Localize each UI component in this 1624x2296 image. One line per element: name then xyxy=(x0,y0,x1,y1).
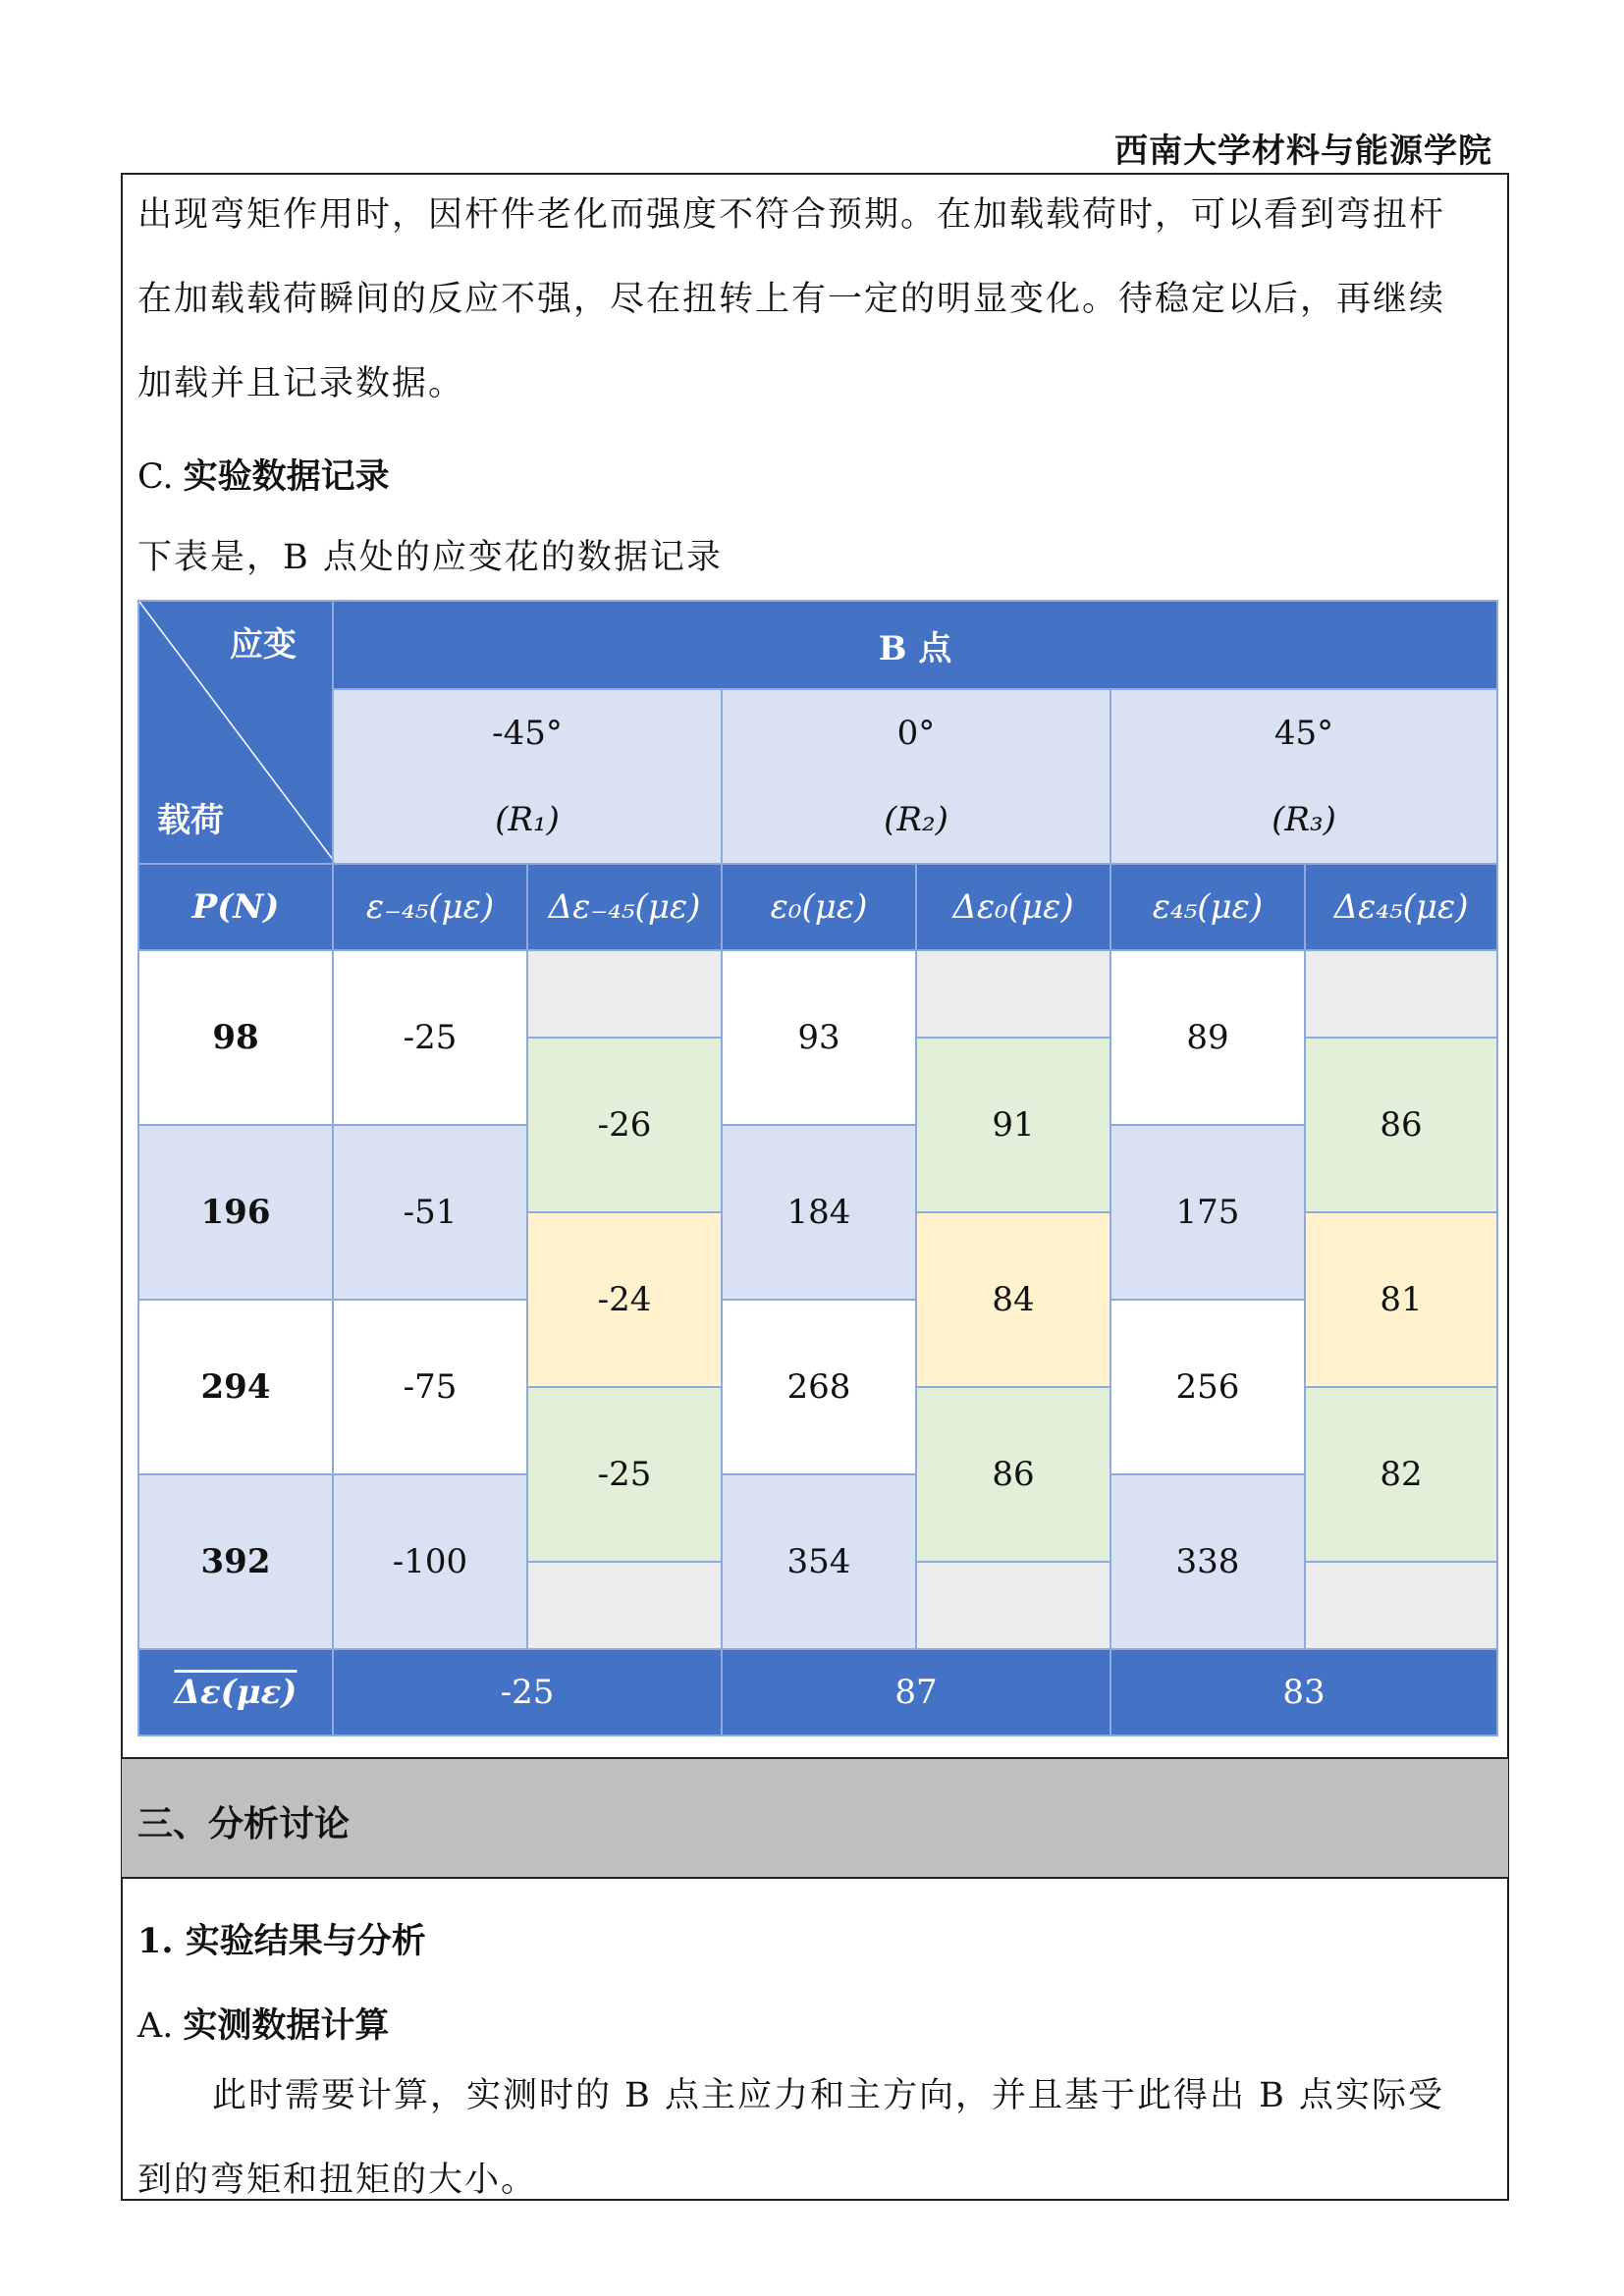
section-3-bar xyxy=(122,1757,1508,1879)
strain-cell: -51 xyxy=(333,1125,527,1300)
strain-data-table xyxy=(137,600,1498,1736)
strain-cell: 93 xyxy=(722,950,916,1125)
col-header-delta-m45: Δε₋₄₅(με) xyxy=(527,864,722,950)
col-header-strain-0: ε₀(με) xyxy=(722,864,916,950)
load-cell: 196 xyxy=(138,1125,333,1300)
institution-header: 西南大学材料与能源学院 xyxy=(1114,132,1492,171)
section-c-title: 实验数据记录 xyxy=(183,456,390,497)
gauge-header-45 xyxy=(1110,689,1497,864)
corner-load-label: 载荷 xyxy=(157,801,224,840)
table-caption: 下表是，B 点处的应变花的数据记录 xyxy=(137,538,723,577)
gauge-angle: -45° xyxy=(492,714,563,753)
mean-value-m45: -25 xyxy=(333,1649,722,1735)
strain-cell: 184 xyxy=(722,1125,916,1300)
gauge-header-0 xyxy=(722,689,1110,864)
empty-cell xyxy=(1305,950,1497,1038)
delta-cell: 91 xyxy=(916,1038,1110,1212)
section-c-heading xyxy=(137,450,390,499)
gauge-header-m45 xyxy=(333,689,722,864)
strain-cell: 338 xyxy=(1110,1474,1305,1649)
section-a-heading xyxy=(137,1999,389,2048)
group-header-b-point: B 点 xyxy=(333,601,1497,689)
strain-cell: 256 xyxy=(1110,1300,1305,1474)
col-header-delta-45: Δε₄₅(με) xyxy=(1305,864,1497,950)
empty-cell xyxy=(916,950,1110,1038)
delta-cell: 81 xyxy=(1305,1212,1497,1387)
delta-cell: -26 xyxy=(527,1038,722,1212)
strain-cell: -25 xyxy=(333,950,527,1125)
gauge-resistor: (R₂) xyxy=(884,800,948,839)
strain-cell: 268 xyxy=(722,1300,916,1474)
col-header-load: P(N) xyxy=(138,864,333,950)
delta-cell: 86 xyxy=(1305,1038,1497,1212)
mean-value-0: 87 xyxy=(722,1649,1110,1735)
empty-cell xyxy=(1305,1562,1497,1649)
empty-cell xyxy=(916,1562,1110,1649)
col-header-strain-m45: ε₋₄₅(με) xyxy=(333,864,527,950)
empty-cell xyxy=(527,950,722,1038)
strain-cell: -75 xyxy=(333,1300,527,1474)
corner-strain-label: 应变 xyxy=(230,625,297,665)
intro-line: 在加载载荷瞬间的反应不强，尽在扭转上有一定的明显变化。待稳定以后，再继续 xyxy=(137,280,1446,319)
delta-cell: -24 xyxy=(527,1212,722,1387)
mean-label: Δε(με) xyxy=(138,1649,333,1735)
strain-cell: 175 xyxy=(1110,1125,1305,1300)
gauge-resistor: (R₃) xyxy=(1272,800,1336,839)
gauge-angle: 0° xyxy=(896,714,936,753)
section-a-prefix: A. xyxy=(137,2006,174,2046)
strain-cell: 89 xyxy=(1110,950,1305,1125)
delta-cell: 82 xyxy=(1305,1387,1497,1562)
delta-cell: 86 xyxy=(916,1387,1110,1562)
gauge-angle: 45° xyxy=(1273,714,1334,753)
section-a-title: 实测数据计算 xyxy=(183,2005,390,2046)
section-3-title: 三、分析讨论 xyxy=(137,1803,351,1844)
intro-paragraph xyxy=(137,173,1492,426)
delta-cell: 84 xyxy=(916,1212,1110,1387)
col-header-strain-45: ε₄₅(με) xyxy=(1110,864,1305,950)
strain-cell: 354 xyxy=(722,1474,916,1649)
intro-line: 出现弯矩作用时，因杆件老化而强度不符合预期。在加载载荷时，可以看到弯扭杆 xyxy=(137,195,1446,235)
intro-line: 加载并且记录数据。 xyxy=(137,364,465,403)
gauge-resistor: (R₁) xyxy=(495,800,560,839)
empty-cell xyxy=(527,1562,722,1649)
closing-paragraph xyxy=(137,2054,1492,2222)
load-cell: 294 xyxy=(138,1300,333,1474)
sub-1-heading: 1. 实验结果与分析 xyxy=(137,1921,426,1961)
section-c-prefix: C. xyxy=(137,457,174,497)
load-cell: 98 xyxy=(138,950,333,1125)
col-header-delta-0: Δε₀(με) xyxy=(916,864,1110,950)
closing-line: 到的弯矩和扭矩的大小。 xyxy=(137,2161,538,2200)
mean-value-45: 83 xyxy=(1110,1649,1497,1735)
load-cell: 392 xyxy=(138,1474,333,1649)
delta-cell: -25 xyxy=(527,1387,722,1562)
closing-line: 此时需要计算，实测时的 B 点主应力和主方向，并且基于此得出 B 点实际受 xyxy=(212,2076,1444,2115)
strain-cell: -100 xyxy=(333,1474,527,1649)
corner-diagonal-cell xyxy=(138,601,333,864)
